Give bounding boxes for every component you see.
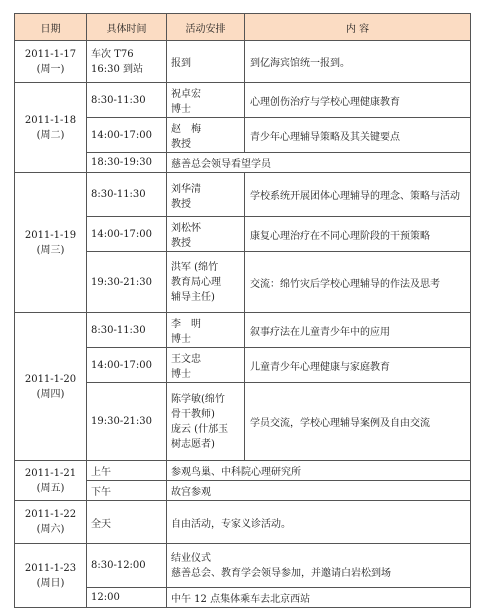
date-cell (15, 544, 87, 608)
date-text: 2011-1-19 (24, 229, 77, 241)
speaker-cell (167, 252, 245, 313)
header-date: 日期 (15, 14, 87, 41)
time-cell: 18:30-19:30 (87, 153, 167, 173)
speaker-cell (167, 173, 245, 217)
content-cell: 儿童青少年心理健康与家庭教育 (245, 348, 471, 383)
time-cell: 14:00-17:00 (87, 217, 167, 252)
date-text: 2011-1-20 (24, 373, 77, 385)
date-text: 2011-1-18 (24, 114, 77, 126)
table-row (15, 461, 471, 481)
span-cell: 故宫参观 (167, 481, 471, 501)
date-text: 2011-1-23 (24, 562, 77, 574)
weekday-text: (周五) (36, 482, 65, 494)
header-arrangement: 活动安排 (167, 14, 245, 41)
content-cell: 康复心理治疗在不同心理阶段的干预策略 (245, 217, 471, 252)
date-text: 2011-1-22 (24, 509, 77, 520)
content-cell: 叙事疗法在儿童青少年中的应用 (245, 313, 471, 348)
weekday-text: (周六) (36, 524, 65, 535)
weekday-text: (周日) (36, 577, 65, 589)
date-cell (15, 501, 87, 544)
span-cell: 参观鸟巢、中科院心理研究所 (167, 461, 471, 481)
speaker-name: 王文忠 (171, 354, 201, 365)
speaker-line: 陈学敏(绵竹 (171, 393, 225, 405)
speaker-line: 骨干教师) (171, 408, 215, 420)
speaker-cell (167, 348, 245, 383)
table-row (15, 173, 471, 217)
schedule-table (14, 13, 471, 608)
date-cell (15, 173, 87, 313)
speaker-title: 教授 (171, 139, 191, 150)
span-cell: 自由活动，专家义诊活动。 (167, 501, 471, 544)
time-cell: 14:00-17:00 (87, 348, 167, 383)
weekday-text: (周四) (36, 388, 65, 400)
date-cell (15, 461, 87, 501)
content-cell: 心理创伤治疗与学校心理健康教育 (245, 83, 471, 118)
arrangement-cell: 报到 (167, 41, 245, 83)
table-row (15, 41, 471, 83)
speaker-name: 祝卓宏 (171, 89, 201, 100)
time-cell: 全天 (87, 501, 167, 544)
speaker-title: 教授 (171, 198, 191, 210)
content-cell: 交流：绵竹灾后学校心理辅导的作法及思考 (245, 252, 471, 313)
speaker-cell (167, 83, 245, 118)
time-text: 16:30 到站 (91, 63, 143, 75)
speaker-name: 赵 梅 (171, 124, 201, 135)
time-cell (87, 41, 167, 83)
header-time: 具体时间 (87, 14, 167, 41)
date-cell (15, 313, 87, 461)
weekday-text: (周三) (36, 244, 65, 256)
time-text: 车次 T76 (91, 48, 134, 60)
speaker-title: 教授 (171, 238, 191, 249)
weekday-text: (周二) (36, 129, 65, 141)
time-cell: 8:30-12:00 (87, 544, 167, 588)
date-cell (15, 41, 87, 83)
speaker-line: 庞云 (什邡玉 (171, 423, 229, 435)
content-cell: 到亿海宾馆统一报到。 (245, 41, 471, 83)
time-cell: 8:30-11:30 (87, 313, 167, 348)
speaker-cell (167, 118, 245, 153)
time-cell: 14:00-17:00 (87, 118, 167, 153)
speaker-line: 教育局心理 (171, 276, 221, 288)
speaker-cell (167, 383, 245, 461)
time-cell: 8:30-11:30 (87, 173, 167, 217)
span-line: 慈善总会、教育学会领导参加，并邀请白岩松到场 (171, 567, 391, 579)
date-cell (15, 83, 87, 173)
speaker-name: 刘华清 (171, 183, 201, 195)
time-cell: 12:00 (87, 588, 167, 608)
span-cell (167, 544, 471, 588)
speaker-title: 博士 (171, 104, 191, 115)
span-cell: 慈善总会领导看望学员 (167, 153, 471, 173)
table-row (15, 83, 471, 118)
speaker-cell (167, 217, 245, 252)
speaker-title: 博士 (171, 334, 191, 345)
time-cell: 下午 (87, 481, 167, 501)
span-line: 结业仪式 (171, 552, 211, 564)
header-row (15, 14, 471, 41)
table-row (15, 501, 471, 544)
content-cell: 学员交流，学校心理辅导案例及自由交流 (245, 383, 471, 461)
speaker-title: 博士 (171, 369, 191, 380)
speaker-line: 辅导主任) (171, 291, 215, 303)
date-text: 2011-1-17 (24, 48, 77, 60)
speaker-cell (167, 313, 245, 348)
content-cell: 青少年心理辅导策略及其关键要点 (245, 118, 471, 153)
speaker-name: 李 明 (171, 319, 201, 330)
weekday-text: (周一) (36, 63, 65, 75)
speaker-name: 刘松怀 (171, 223, 201, 234)
content-cell: 学校系统开展团体心理辅导的理念、策略与活动 (245, 173, 471, 217)
time-cell: 8:30-11:30 (87, 83, 167, 118)
time-cell: 19:30-21:30 (87, 383, 167, 461)
speaker-line: 树志愿者) (171, 438, 215, 450)
date-text: 2011-1-21 (24, 467, 77, 479)
span-cell: 中午 12 点集体乘车去北京西站 (167, 588, 471, 608)
speaker-line: 洪军 (绵竹 (171, 261, 219, 273)
table-row (15, 544, 471, 588)
table-row (15, 313, 471, 348)
time-cell: 上午 (87, 461, 167, 481)
header-content: 内 容 (245, 14, 471, 41)
time-cell: 19:30-21:30 (87, 252, 167, 313)
